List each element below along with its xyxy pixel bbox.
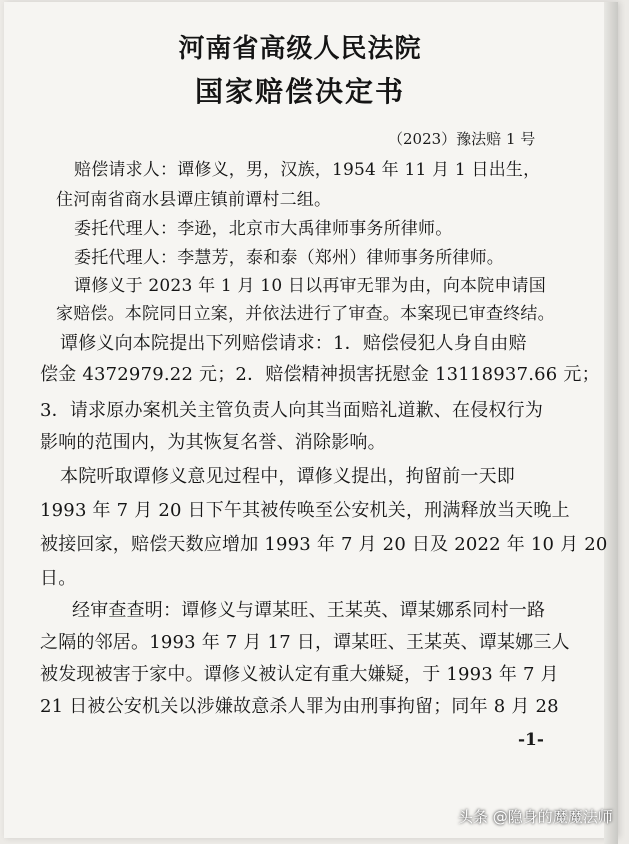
body-line: 谭修义于 2023 年 1 月 10 日以再审无罪为由，向本院申请国 (74, 276, 546, 296)
watermark-text: 头条 @隐身的魔魔法师 (458, 808, 613, 826)
document-number: （2023）豫法赔 1 号 (388, 130, 536, 148)
body-line: 赔偿请求人：谭修义，男，汉族，1954 年 11 月 1 日出生， (74, 160, 541, 180)
body-line: 委托代理人：李逊，北京市大禹律师事务所律师。 (74, 219, 453, 239)
body-line: 本院听取谭修义意见过程中，谭修义提出，拘留前一天即 (60, 466, 515, 487)
page-edge-shadow (604, 2, 618, 844)
document-title: 国家赔偿决定书 (194, 75, 405, 108)
body-line: 被发现被害于家中。谭修义被认定有重大嫌疑，于 1993 年 7 月 (40, 664, 559, 685)
page-number: -1- (518, 730, 544, 750)
body-line: 谭修义向本院提出下列赔偿请求：1．赔偿侵犯人身自由赔 (60, 333, 527, 354)
body-line: 委托代理人：李慧芳，泰和泰（郑州）律师事务所律师。 (74, 248, 504, 268)
body-line: 之隔的邻居。1993 年 7 月 17 日，谭某旺、王某英、谭某娜三人 (40, 632, 570, 653)
body-line: 家赔偿。本院同日立案，并依法进行了审查。本案现已审查终结。 (56, 304, 555, 324)
body-line: 3．请求原办案机关主管负责人向其当面赔礼道歉、在侵权行为 (40, 400, 544, 421)
body-line: 日。 (40, 568, 77, 589)
body-line: 经审查查明：谭修义与谭某旺、王某英、谭某娜系同村一路 (72, 600, 546, 621)
court-name: 河南省高级人民法院 (178, 34, 422, 64)
body-line: 住河南省商水县谭庄镇前谭村二组。 (56, 190, 332, 210)
body-line: 被接回家，赔偿天数应增加 1993 年 7 月 20 日及 2022 年 10 月 20 (40, 534, 608, 555)
body-line: 1993 年 7 月 20 日下午其被传唤至公安机关，刑满释放当天晚上 (40, 500, 570, 521)
body-line: 偿金 4372979.22 元；2．赔偿精神损害抚慰金 13118937.66 元； (40, 364, 600, 385)
body-line: 21 日被公安机关以涉嫌故意杀人罪为由刑事拘留；同年 8 月 28 (40, 696, 559, 717)
body-line: 影响的范围内，为其恢复名誉、消除影响。 (40, 432, 386, 453)
